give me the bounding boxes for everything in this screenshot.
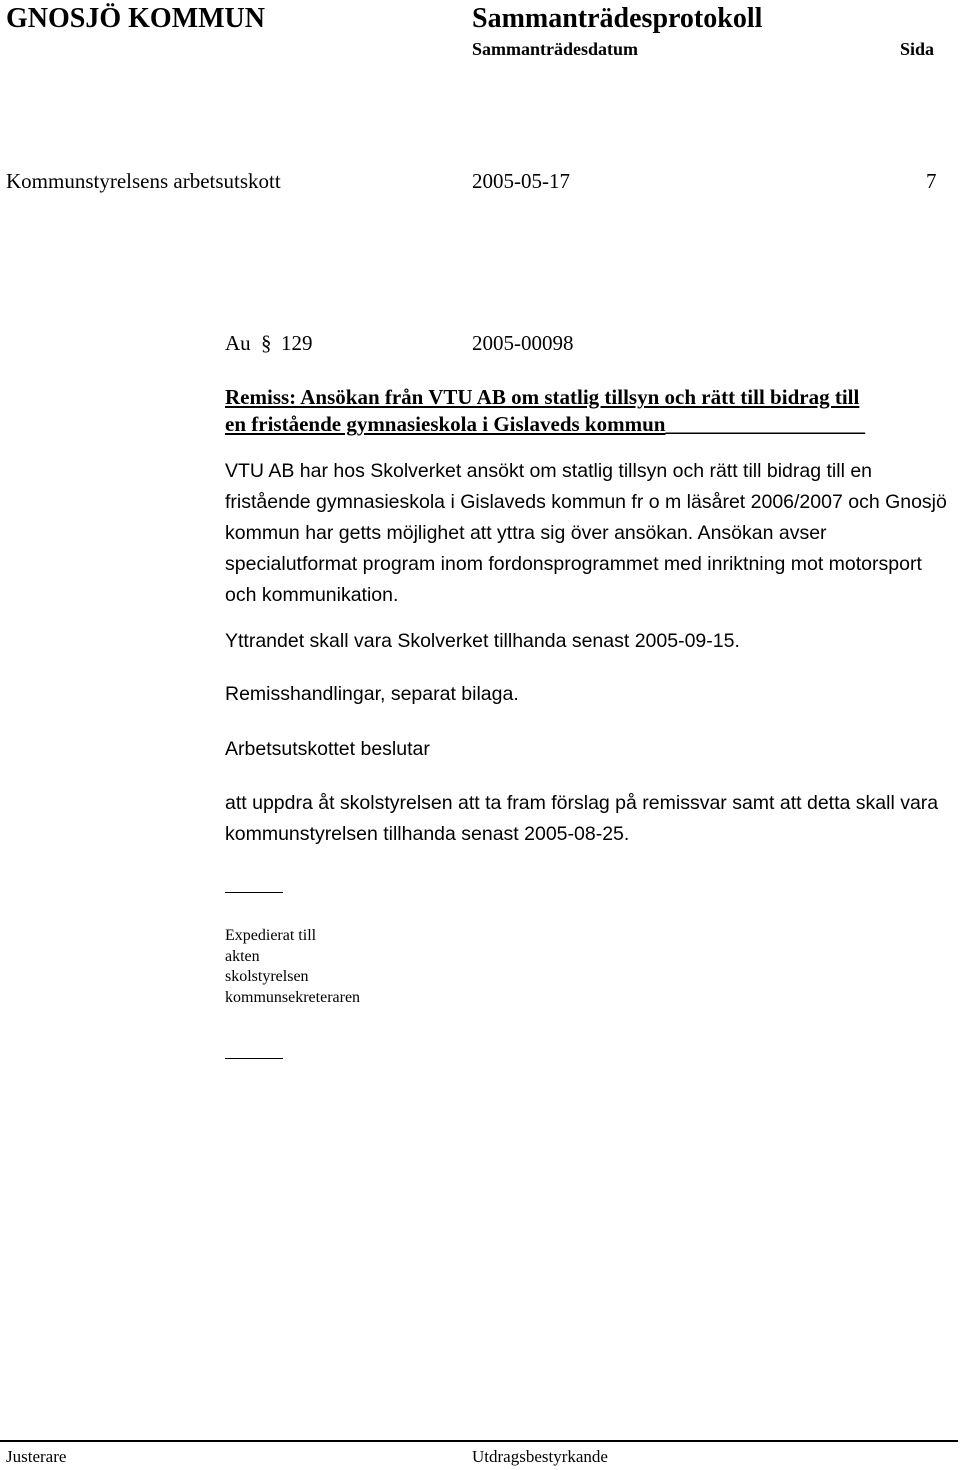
decision-heading: Arbetsutskottet beslutar	[225, 738, 430, 760]
date-label: Sammanträdesdatum	[472, 39, 639, 59]
footer-rule	[0, 1440, 958, 1442]
meeting-date: 2005-05-17	[472, 169, 570, 193]
paragraph-application: VTU AB har hos Skolverket ansökt om statlig tillsyn och rätt till bidrag till en fristående gymnasieskola i Gislaveds kommun fr o m läsåret 2006/2007 och Gnosjö kommun har getts möjlighet att yttra sig över ansökan. Ansökan avser specialutformat program inom fordonsprogrammet med inriktning mot motorsport och kommunikation.	[225, 460, 947, 606]
document-type: Sammanträdesprotokoll	[472, 3, 763, 34]
separator-rule	[225, 892, 283, 893]
expedited-label: Expedierat till	[225, 927, 317, 944]
case-number: 129	[281, 331, 313, 355]
case-title	[225, 384, 945, 438]
case-title-line2: en fristående gymnasieskola i Gislaveds kommun	[225, 412, 666, 436]
recipient: akten	[225, 947, 260, 965]
case-title-line1: Remiss: Ansökan från VTU AB om statlig tillsyn och rätt till bidrag till	[225, 385, 860, 409]
paragraph-deadline: Yttrandet skall vara Skolverket tillhanda senast 2005-09-15.	[225, 630, 740, 652]
paragraph-attachment: Remisshandlingar, separat bilaga.	[225, 683, 519, 705]
decision-text: att uppdra åt skolstyrelsen att ta fram förslag på remissvar samt att detta skall vara kommunstyrelsen tillhanda senast 2005-08-25.	[225, 792, 939, 845]
expedited-block	[225, 926, 360, 1008]
recipient: kommunsekreteraren	[225, 988, 361, 1006]
footer-justerare: Justerare	[6, 1447, 67, 1466]
separator-rule	[225, 1058, 283, 1059]
section-mark: §	[261, 331, 272, 355]
case-title-line2-wrap	[225, 411, 945, 438]
case-title-trailing: ___________________	[665, 412, 865, 436]
organization-name: GNOSJÖ KOMMUN	[6, 3, 265, 34]
committee-name: Kommunstyrelsens arbetsutskott	[6, 169, 281, 193]
diarienummer: 2005-00098	[472, 331, 574, 355]
page-number: 7	[926, 169, 937, 193]
page-label: Sida	[900, 39, 935, 59]
case-prefix: Au	[225, 331, 251, 355]
footer-utdrag: Utdragsbestyrkande	[472, 1447, 608, 1466]
recipient: skolstyrelsen	[225, 968, 309, 985]
